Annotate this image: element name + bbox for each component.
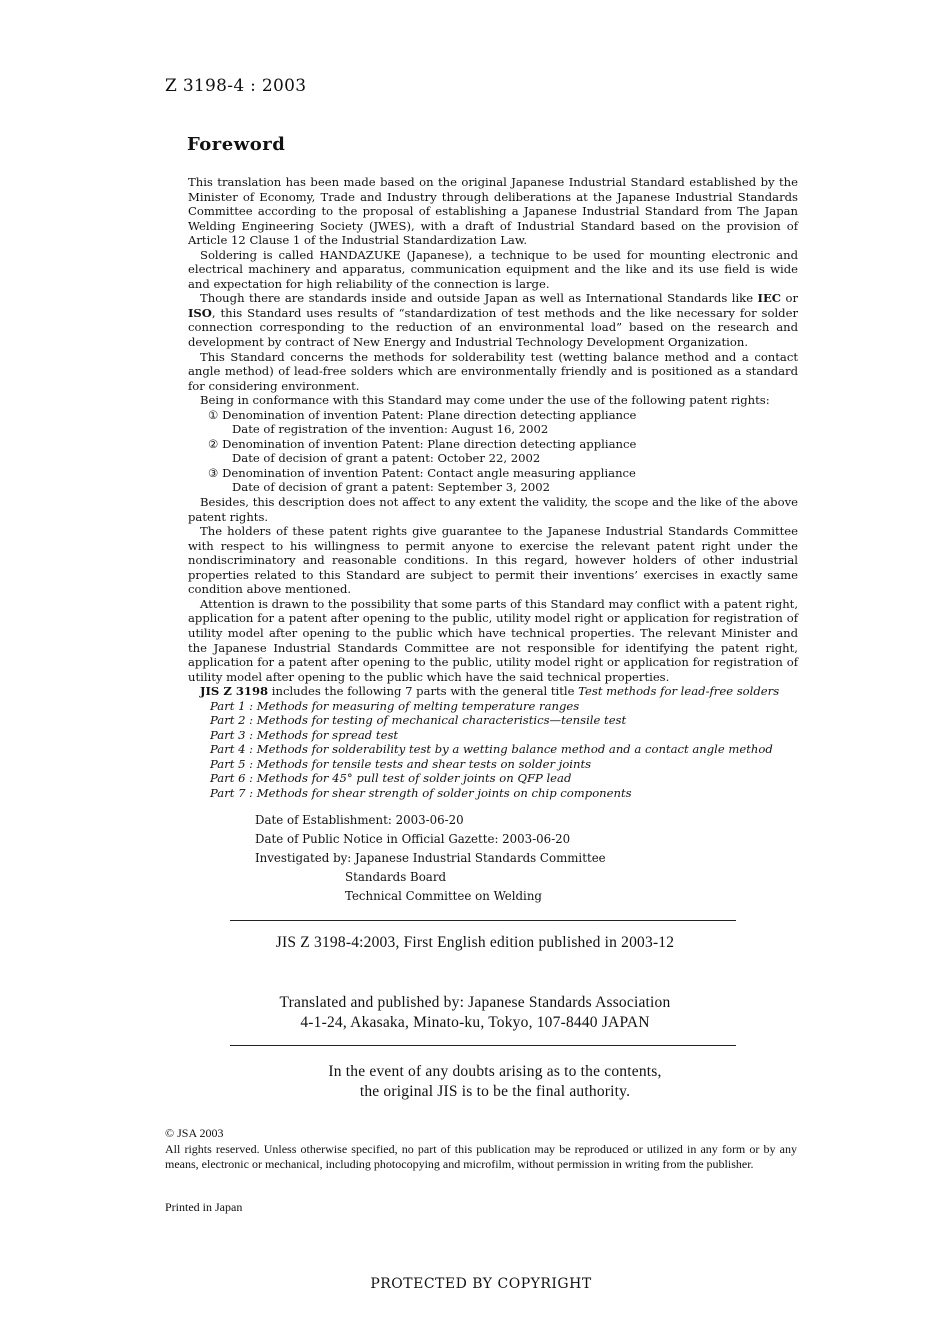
foreword-body xyxy=(188,175,798,801)
copyright-rights: All rights reserved. Unless otherwise specified, no part of this publication may be reproduced or utilized in any form or by any means, electronic or mechanical, including photocopying and microfilm, without permission in writing from the publisher. xyxy=(165,1141,797,1171)
paragraph-patent-holders: The holders of these patent rights give guarantee to the Japanese Industrial Standards Committee with respect to his willingness to permit anyone to exercise the relevant patent right under the nondiscriminatory and reasonable conditions. In this regard, however holders of other industrial properties related to this Standard are subject to permit their inventions’ exercises in exactly same condition above mentioned. xyxy=(188,524,798,597)
paragraph-attention: Attention is drawn to the possibility that some parts of this Standard may conflict with a patent right, application for a patent after opening to the public, utility model right or application for registration of utility model after opening to the public which have technical properties. The relevant Minister and the Japanese Industrial Standards Committee are not responsible for identifying the patent right, application for a patent after opening to the public, utility model right or application for registration of utility model after opening to the public which have the said technical properties. xyxy=(188,596,799,684)
patent-item-3: ③ Denomination of invention Patent: Contact angle measuring appliance xyxy=(208,465,636,480)
patent-item-1-date: Date of registration of the invention: August 16, 2002 xyxy=(232,422,549,437)
iso-abbrev: ISO xyxy=(188,305,212,320)
printed-in: Printed in Japan xyxy=(165,1200,243,1214)
paragraph-validity: Besides, this description does not affect to any extent the validity, the scope and the like of the above patent rights. xyxy=(188,495,798,524)
part-item: Part 1 : Methods for measuring of melting temperature ranges xyxy=(210,698,580,713)
dates-block xyxy=(255,811,606,906)
text-span: or xyxy=(781,291,798,306)
text-span: Though there are standards inside and outside Japan as well as International Standards like xyxy=(200,291,758,306)
patent-item-3-date: Date of decision of grant a patent: September 3, 2002 xyxy=(232,480,550,495)
authority-line-2: the original JIS is to be the final authority. xyxy=(359,1083,631,1100)
part-item: Part 5 : Methods for tensile tests and shear tests on solder joints xyxy=(210,756,592,771)
authority-notice xyxy=(0,1062,950,1102)
investigated-by: Investigated by: Japanese Industrial Standards Committee xyxy=(255,851,606,865)
text-span: includes the following 7 parts with the general title xyxy=(268,684,579,699)
text-span: , this Standard uses results of “standardization of test methods and the like necessary for solder connection corresponding to the reduction of an environmental load” based on the research and development by contract of New Energy and Industrial Technology Development Organization. xyxy=(188,305,798,350)
paragraph-parts-intro xyxy=(188,684,798,699)
patent-item-1: ① Denomination of invention Patent: Plane direction detecting appliance xyxy=(208,407,637,422)
part-item: Part 2 : Methods for testing of mechanical characteristics—tensile test xyxy=(210,713,627,728)
paragraph-translation: This translation has been made based on the original Japanese Industrial Standard established by the Minister of Economy, Trade and Industry through deliberations at the Japanese Industrial Standards Committee according to the proposal of establishing a Japanese Industrial Standard from The Japan Welding Engineering Society (JWES), with a draft of Industrial Standard based on the provision of Article 12 Clause 1 of the Industrial Standardization Law. xyxy=(188,175,798,248)
paragraph-soldering: Soldering is called HANDAZUKE (Japanese), a technique to be used for mounting electronic and electrical machinery and apparatus, communication equipment and the like and its use field is wide and expectation for high reliability of the connection is large. xyxy=(188,247,798,291)
protected-footer: PROTECTED BY COPYRIGHT xyxy=(370,1276,592,1292)
foreword-heading: Foreword xyxy=(187,134,286,155)
divider-top xyxy=(230,920,736,921)
part-item: Part 7 : Methods for shear strength of solder joints on chip components xyxy=(210,785,632,800)
public-notice-date: Date of Public Notice in Official Gazette: 2003-06-20 xyxy=(255,832,571,846)
technical-committee: Technical Committee on Welding xyxy=(345,889,542,903)
establishment-date: Date of Establishment: 2003-06-20 xyxy=(255,813,464,827)
part-item: Part 6 : Methods for 45° pull test of solder joints on QFP lead xyxy=(210,771,572,786)
publisher-address: 4-1-24, Akasaka, Minato-ku, Tokyo, 107-8440 JAPAN xyxy=(300,1014,650,1031)
iec-abbrev: IEC xyxy=(757,291,782,306)
part-item: Part 4 : Methods for solderability test by a wetting balance method and a contact angle method xyxy=(210,742,773,757)
patent-item-2: ② Denomination of invention Patent: Plane direction detecting appliance xyxy=(208,436,637,451)
publisher-name: Translated and published by: Japanese Standards Association xyxy=(279,994,671,1011)
paragraph-standards xyxy=(188,291,798,349)
copyright-block xyxy=(165,1126,797,1173)
authority-line-1: In the event of any doubts arising as to the contents, xyxy=(328,1063,662,1080)
publisher-block xyxy=(0,993,950,1033)
part-item: Part 3 : Methods for spread test xyxy=(210,727,399,742)
copyright-symbol-line: © JSA 2003 xyxy=(165,1126,224,1140)
jis-code: JIS Z 3198 xyxy=(200,684,269,699)
standards-board: Standards Board xyxy=(345,870,447,884)
patent-item-2-date: Date of decision of grant a patent: October 22, 2002 xyxy=(232,451,541,466)
paragraph-scope: This Standard concerns the methods for solderability test (wetting balance method and a contact angle method) of lead-free solders which are environmentally friendly and is positioned as a standard for considering environment. xyxy=(188,349,798,393)
general-title: Test methods for lead-free solders xyxy=(578,684,780,699)
document-number: Z 3198-4 : 2003 xyxy=(165,76,307,96)
paragraph-patent-intro: Being in conformance with this Standard may come under the use of the following patent rights: xyxy=(200,393,770,408)
divider-bottom xyxy=(230,1045,736,1046)
edition-statement: JIS Z 3198-4:2003, First English edition published in 2003-12 xyxy=(275,934,675,951)
